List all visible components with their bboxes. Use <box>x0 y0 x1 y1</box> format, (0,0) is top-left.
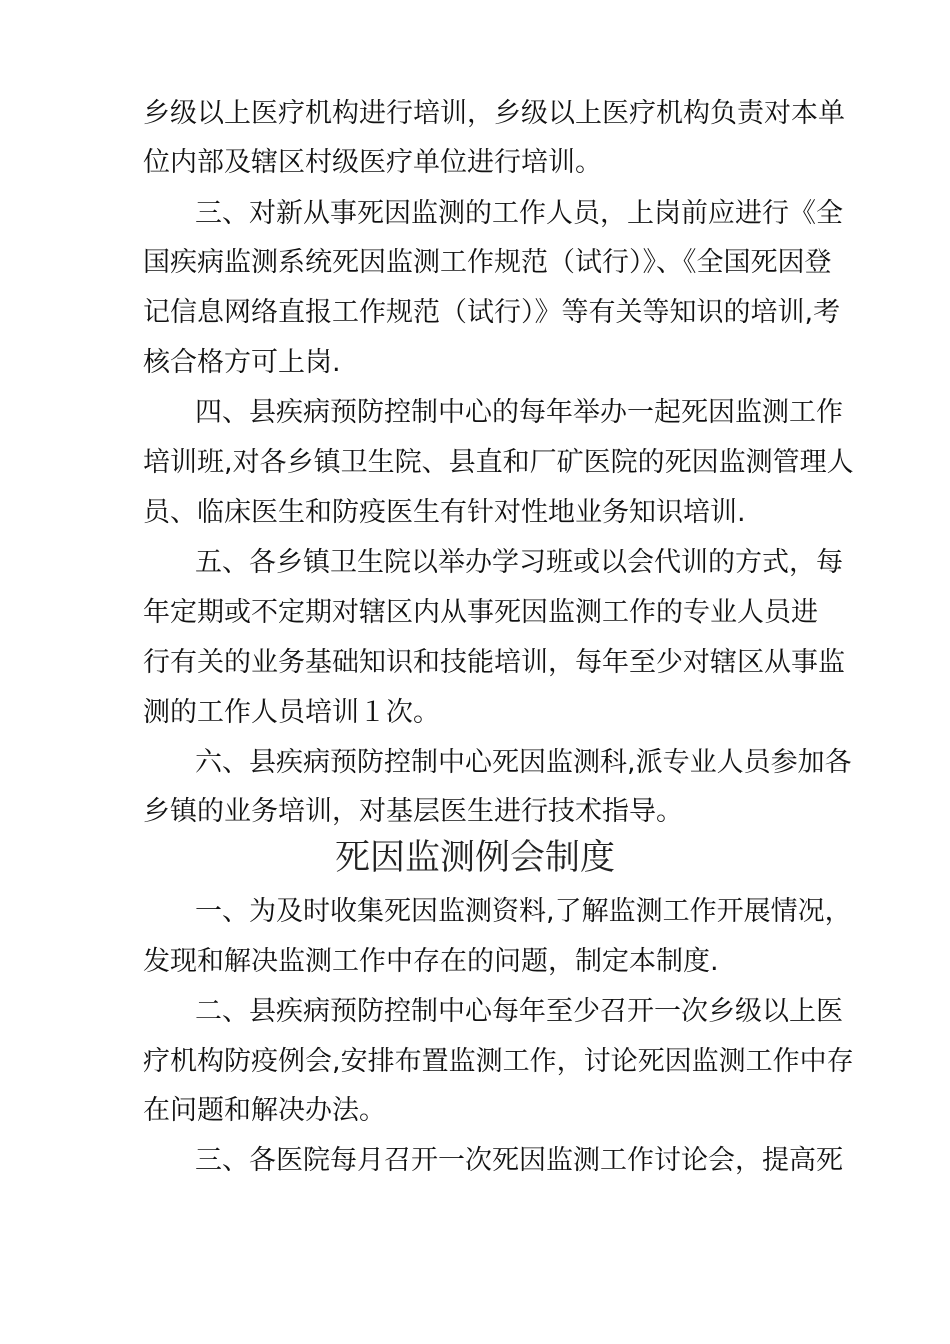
section-title: 死因监测例会制度 <box>334 838 615 878</box>
paragraph-line: 在问题和解决办法。 <box>143 1095 386 1126</box>
paragraph-line: 五、各乡镇卫生院以举办学习班或以会代训的方式，每 <box>195 547 843 578</box>
paragraph-line: 国疾病监测系统死因监测工作规范（试行）》、《全国死因登 <box>143 247 832 278</box>
paragraph-line: 行有关的业务基础知识和技能培训，每年至少对辖区从事监 <box>143 647 845 678</box>
paragraph-line: 三、各医院每月召开一次死因监测工作讨论会，提高死 <box>195 1145 843 1176</box>
paragraph-line: 核合格方可上岗. <box>143 347 341 378</box>
paragraph-line: 二、县疾病预防控制中心每年至少召开一次乡级以上医 <box>195 996 843 1027</box>
paragraph-line: 年定期或不定期对辖区内从事死因监测工作的专业人员进 <box>143 597 818 628</box>
paragraph-line: 培训班,对各乡镇卫生院、县直和厂矿医院的死因监测管理人 <box>143 447 854 478</box>
paragraph-line: 四、县疾病预防控制中心的每年举办一起死因监测工作 <box>195 397 843 428</box>
paragraph-line: 乡级以上医疗机构进行培训，乡级以上医疗机构负责对本单 <box>143 98 845 129</box>
paragraph-line: 员、临床医生和防疫医生有针对性地业务知识培训. <box>143 497 746 528</box>
paragraph-line: 记信息网络直报工作规范（试行）》等有关等知识的培训,考 <box>143 297 841 328</box>
paragraph-line: 测的工作人员培训１次。 <box>143 697 440 728</box>
paragraph-line: 六、县疾病预防控制中心死因监测科,派专业人员参加各 <box>195 747 852 778</box>
paragraph-line: 疗机构防疫例会,安排布置监测工作，讨论死因监测工作中存 <box>143 1046 854 1077</box>
paragraph-line: 三、对新从事死因监测的工作人员，上岗前应进行《全 <box>195 198 843 229</box>
paragraph-line: 发现和解决监测工作中存在的问题，制定本制度. <box>143 946 719 977</box>
paragraph-line: 一、为及时收集死因监测资料,了解监测工作开展情况， <box>195 896 852 927</box>
paragraph-line: 位内部及辖区村级医疗单位进行培训。 <box>143 147 602 178</box>
paragraph-line: 乡镇的业务培训，对基层医生进行技术指导。 <box>143 796 683 827</box>
